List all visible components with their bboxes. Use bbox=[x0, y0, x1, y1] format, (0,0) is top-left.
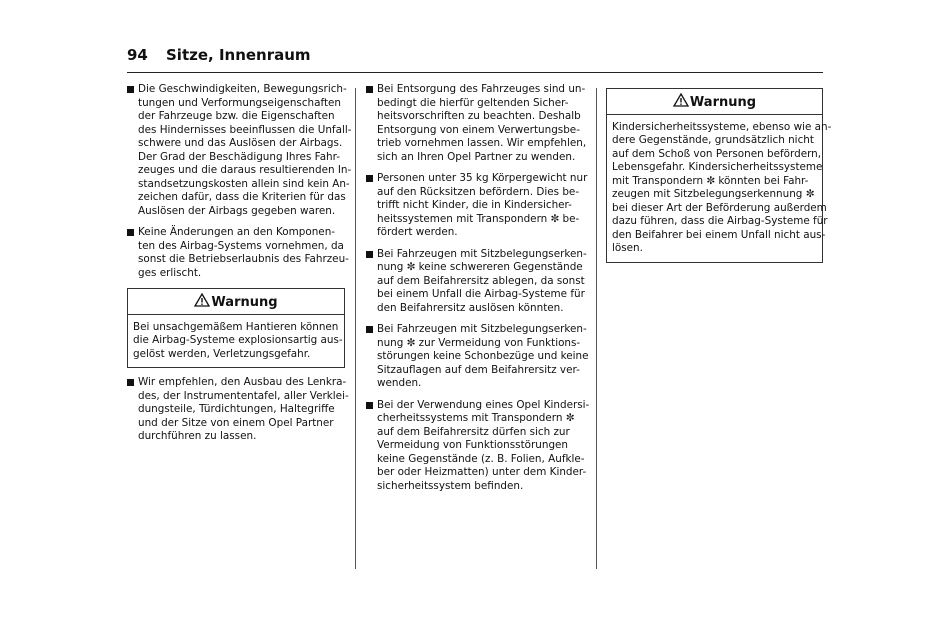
text-line: Sitzauflagen auf dem Beifahrersitz ver- bbox=[377, 363, 580, 376]
text-line: Wir empfehlen, den Ausbau des Lenkra- bbox=[138, 376, 347, 388]
text-line: auf den Rücksitzen befördern. Dies be- bbox=[377, 185, 580, 198]
column-1 bbox=[127, 83, 352, 452]
text-line: des Hindernisses beeinflussen die Unfall- bbox=[138, 123, 352, 136]
warning-box bbox=[606, 88, 832, 263]
text-line: Lebensgefahr. Kindersicherheitssysteme bbox=[612, 161, 823, 173]
text-line: dazu führen, dass die Airbag-Systeme für bbox=[612, 215, 828, 227]
text-line: nung ✼ zur Vermeidung von Funktions- bbox=[377, 336, 581, 349]
list-item bbox=[366, 172, 586, 240]
list-item bbox=[366, 83, 586, 164]
text-line: wenden. bbox=[377, 377, 422, 389]
bullet-square bbox=[366, 175, 373, 182]
text-line: Bei unsachgemäßem Hantieren können bbox=[133, 320, 339, 333]
warning-title: Warnung bbox=[211, 295, 278, 310]
text-line: Auslösen der Airbags gegeben waren. bbox=[138, 204, 336, 217]
column-divider bbox=[596, 88, 597, 569]
text-line: Bei der Verwendung eines Opel Kindersi- bbox=[377, 398, 590, 411]
text-line: tungen und Verformungseigenschaften bbox=[138, 96, 342, 109]
text-line: sicherheitssystem befinden. bbox=[377, 479, 524, 492]
list-item bbox=[127, 226, 349, 280]
text-line: der Fahrzeuge bzw. die Eigenschaften bbox=[138, 110, 335, 122]
text-line: standsetzungskosten allein sind kein An- bbox=[138, 177, 350, 190]
text-line: mit Transpondern ✼ könnten bei Fahr- bbox=[612, 174, 809, 187]
text-line: nung ✼ keine schwereren Gegenstände bbox=[377, 261, 583, 273]
text-line: die Airbag-Systeme explosionsartig aus- bbox=[133, 334, 343, 346]
text-line: trieb vornehmen lassen. Wir empfehlen, bbox=[377, 137, 587, 149]
text-line: durchführen zu lassen. bbox=[138, 430, 257, 442]
list-item-text bbox=[377, 248, 586, 316]
list-item-text bbox=[138, 83, 352, 218]
bullet-square bbox=[127, 86, 134, 93]
text-line: den Beifahrersitz auslösen könnten. bbox=[377, 301, 564, 314]
warning-title: Warnung bbox=[689, 95, 757, 110]
list-item bbox=[366, 248, 586, 316]
text-line: sich an Ihren Opel Partner zu wenden. bbox=[377, 150, 576, 163]
list-item bbox=[366, 398, 590, 494]
list-item-text bbox=[377, 83, 586, 164]
text-line: Kindersicherheitssysteme, ebenso wie an- bbox=[612, 120, 832, 133]
bullet-square bbox=[366, 251, 373, 258]
text-line: ber oder Heizmatten) unter dem Kinder- bbox=[377, 466, 587, 478]
text-line: bei einem Unfall die Airbag-Systeme für bbox=[377, 288, 585, 300]
text-line: bei dieser Art der Beförderung außerdem bbox=[612, 201, 827, 214]
text-line: zeichen dafür, dass die Kriterien für das bbox=[138, 191, 346, 203]
text-line: schwere und das Auslösen der Airbags. bbox=[138, 137, 343, 149]
text-line: auf dem Beifahrersitz ablegen, da sonst bbox=[377, 274, 585, 287]
page-number: 94 bbox=[127, 46, 148, 64]
text-line: heitsvorschriften zu beachten. Deshalb bbox=[377, 110, 581, 122]
warning-box bbox=[127, 288, 345, 368]
text-line: ten des Airbag-Systems vornehmen, da bbox=[138, 239, 344, 252]
list-item bbox=[127, 83, 352, 218]
column-divider bbox=[355, 88, 356, 569]
text-line: Bei Fahrzeugen mit Sitzbelegungserken- bbox=[377, 247, 587, 260]
text-line: lösen. bbox=[612, 242, 643, 254]
bullet-square bbox=[366, 86, 373, 93]
bullet-square bbox=[366, 326, 373, 333]
column-3 bbox=[606, 86, 832, 271]
bullet-square bbox=[366, 402, 373, 409]
text-line: gelöst werden, Verletzungsgefahr. bbox=[133, 347, 311, 360]
list-item bbox=[127, 376, 349, 444]
text-line: Vermeidung von Funktionsstörungen bbox=[377, 439, 569, 451]
text-line: dungsteile, Türdichtungen, Haltegriffe bbox=[138, 403, 335, 415]
text-line: Entsorgung von einem Verwertungsbe- bbox=[377, 123, 580, 136]
list-item bbox=[366, 323, 589, 391]
warning-header bbox=[607, 89, 822, 115]
list-item-text bbox=[377, 398, 590, 494]
text-line: zeugen mit Sitzbelegungserkennung ✼ bbox=[612, 188, 815, 200]
header-rule bbox=[127, 72, 823, 73]
page-title: Sitze, Innenraum bbox=[166, 46, 311, 64]
text-line: dere Gegenstände, grundsätzlich nicht bbox=[612, 134, 814, 146]
text-line: zeuges und die daraus resultierenden In- bbox=[138, 164, 352, 176]
text-line: Bei Fahrzeugen mit Sitzbelegungserken- bbox=[377, 323, 587, 335]
text-line: ges erlischt. bbox=[138, 266, 202, 279]
text-line: keine Gegenstände (z. B. Folien, Aufkle- bbox=[377, 452, 585, 465]
text-line: Personen unter 35 kg Körpergewicht nur bbox=[377, 172, 588, 184]
text-line: den Beifahrer bei einem Unfall nicht aus- bbox=[612, 228, 826, 241]
text-line: störungen keine Schonbezüge und keine bbox=[377, 350, 589, 362]
text-line: fördert werden. bbox=[377, 226, 458, 238]
text-line: heitssystemen mit Transpondern ✼ be- bbox=[377, 212, 580, 225]
warning-triangle-icon bbox=[673, 93, 689, 107]
text-line: auf dem Beifahrersitz dürfen sich zur bbox=[377, 425, 570, 438]
warning-triangle-icon bbox=[194, 293, 210, 307]
warning-body bbox=[607, 115, 832, 262]
text-line: bedingt die hierfür geltenden Sicher- bbox=[377, 96, 569, 109]
text-line: cherheitssystems mit Transpondern ✼ bbox=[377, 412, 575, 424]
text-line: Die Geschwindigkeiten, Bewegungsrich- bbox=[138, 83, 347, 95]
text-line: Bei Entsorgung des Fahrzeuges sind un- bbox=[377, 83, 586, 95]
text-line: des, der Instrumententafel, aller Verklei- bbox=[138, 389, 349, 402]
warning-header bbox=[128, 289, 344, 315]
bullet-square bbox=[127, 379, 134, 386]
text-line: sonst die Betriebserlaubnis des Fahrzeu- bbox=[138, 253, 349, 265]
list-item-text bbox=[377, 323, 589, 391]
text-line: und der Sitze von einem Opel Partner bbox=[138, 416, 334, 429]
list-item-text bbox=[377, 172, 586, 240]
list-item-text bbox=[138, 376, 349, 444]
text-line: Keine Änderungen an den Komponen- bbox=[138, 226, 336, 238]
text-line: Der Grad der Beschädigung Ihres Fahr- bbox=[138, 150, 341, 163]
text-line: auf dem Schoß von Personen befördern, bbox=[612, 147, 822, 160]
column-2 bbox=[366, 83, 590, 501]
warning-body bbox=[128, 315, 344, 368]
text-line: trifft nicht Kinder, die in Kindersicher- bbox=[377, 199, 572, 211]
list-item-text bbox=[138, 226, 349, 280]
bullet-square bbox=[127, 229, 134, 236]
